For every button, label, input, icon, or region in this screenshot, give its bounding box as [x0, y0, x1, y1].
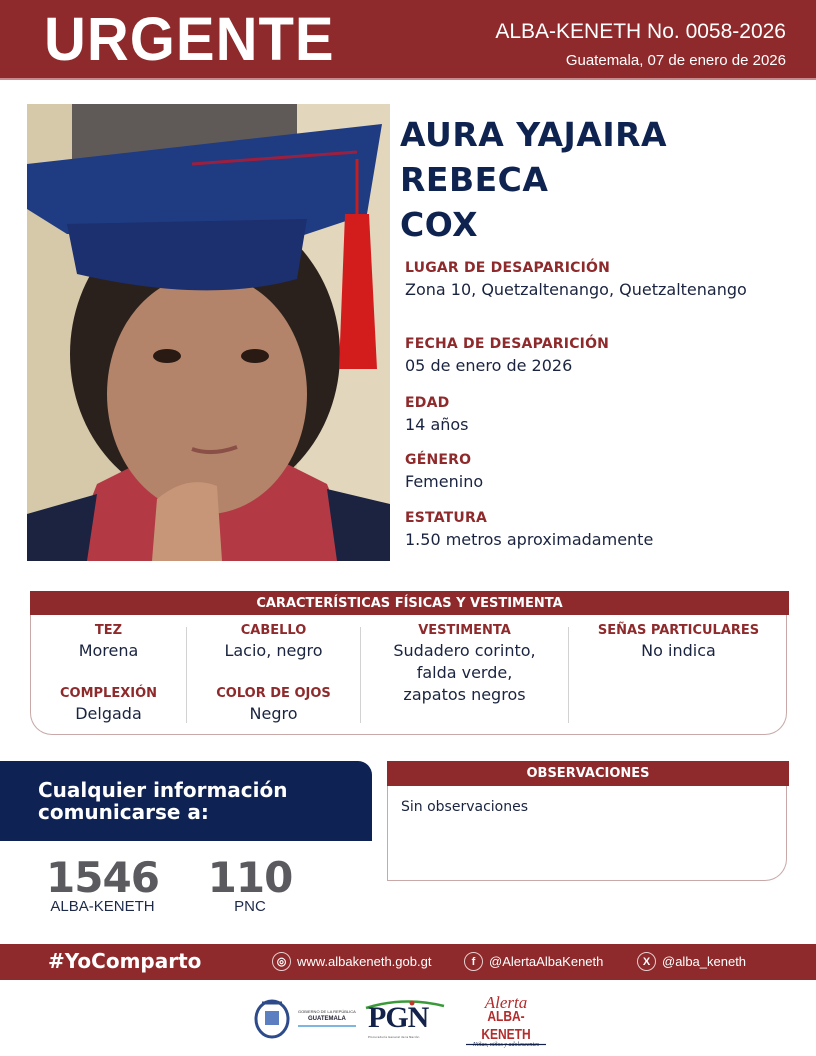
gov-big-text: GUATEMALA [308, 1016, 346, 1022]
vestimenta-label: VESTIMENTA [418, 623, 511, 638]
missing-person-photo [27, 104, 390, 561]
contact-heading-line: comunicarse a: [38, 800, 209, 824]
website-text: www.albakeneth.gob.gt [297, 954, 432, 969]
gov-small-text: GOBIERNO DE LA REPÚBLICA [298, 1009, 356, 1014]
col-vestimenta [361, 623, 568, 706]
web-icon: ◎ [272, 952, 291, 971]
case-number: ALBA-KENETH No. 0058-2026 [495, 20, 786, 43]
x-link[interactable] [637, 952, 746, 971]
field-gender [405, 452, 805, 491]
cabello-label: CABELLO [240, 623, 307, 638]
field-value: 14 años [405, 415, 469, 434]
name-line-1: AURA YAJAIRA [400, 115, 668, 154]
website-link[interactable] [272, 952, 431, 971]
field-value: Zona 10, Quetzaltenango, Quetzaltenango [405, 280, 747, 299]
vestimenta-line: falda verde, [416, 663, 513, 682]
pgn-text: PGN [368, 1001, 429, 1034]
senas-label: SEÑAS PARTICULARES [597, 623, 760, 638]
divider [298, 1025, 356, 1027]
logos-row [0, 993, 816, 1048]
contact-heading-line: Cualquier información [38, 778, 288, 802]
field-value: 05 de enero de 2026 [405, 356, 573, 375]
field-label: GÉNERO [405, 452, 472, 468]
portrait-image [27, 104, 390, 561]
tez-label: TEZ [94, 623, 123, 638]
field-label: EDAD [405, 395, 450, 411]
phone-alba-keneth[interactable] [40, 853, 165, 915]
senas-value: No indica [641, 641, 716, 660]
ojos-label: COLOR DE OJOS [216, 686, 331, 701]
observations-text: Sin observaciones [401, 799, 529, 815]
field-value: Femenino [405, 472, 484, 491]
alba-keneth-logo [466, 993, 546, 1048]
phone-number: 1546 [46, 853, 159, 902]
name-line-3: COX [400, 205, 479, 244]
name-line-2: REBECA [400, 160, 549, 199]
urgent-title: URGENTE [44, 5, 335, 74]
complexion-value: Delgada [75, 704, 142, 723]
alba-text: ALBA-KENETH [466, 1008, 546, 1045]
header-bar [0, 0, 816, 80]
alerta-text: Alerta [484, 993, 528, 1012]
observations-panel [387, 761, 787, 881]
tez-value: Morena [78, 641, 139, 660]
col-cabello [187, 623, 360, 662]
coat-of-arms-icon [252, 997, 292, 1039]
ojos-value: Negro [249, 704, 298, 723]
contact-banner [0, 761, 372, 841]
complexion-label: COMPLEXIÓN [59, 686, 157, 701]
phone-number: 110 [207, 853, 293, 902]
field-age [405, 395, 805, 434]
cabello-value: Lacio, negro [224, 641, 323, 660]
pgn-subtitle: Procuraduría General de la Nación [368, 1035, 420, 1039]
contact-heading [38, 779, 288, 823]
person-name [400, 112, 667, 247]
col-tez [31, 623, 186, 662]
col-complexion [31, 686, 186, 725]
phone-pnc[interactable] [205, 853, 295, 915]
col-ojos [187, 686, 360, 725]
field-label: LUGAR DE DESAPARICIÓN [405, 260, 611, 276]
pgn-logo [364, 995, 446, 1041]
case-date: Guatemala, 07 de enero de 2026 [565, 52, 786, 69]
facebook-icon: f [464, 952, 483, 971]
facebook-link[interactable] [464, 952, 603, 971]
x-icon: X [637, 952, 656, 971]
guatemala-gov-logo [252, 997, 362, 1039]
col-senas [569, 623, 788, 662]
vestimenta-line: zapatos negros [403, 685, 526, 704]
field-value: 1.50 metros aproximadamente [405, 530, 654, 549]
facebook-text: @AlertaAlbaKeneth [489, 954, 604, 969]
phone-org: PNC [234, 898, 266, 915]
x-text: @alba_keneth [662, 954, 747, 969]
field-label: FECHA DE DESAPARICIÓN [405, 336, 610, 352]
footer-bar [0, 944, 816, 980]
hashtag: #YoComparto [48, 949, 202, 973]
vestimenta-line: Sudadero corinto, [393, 641, 536, 660]
field-location [405, 260, 805, 299]
observations-title: OBSERVACIONES [387, 761, 789, 786]
field-date [405, 336, 805, 375]
characteristics-title: CARACTERÍSTICAS FÍSICAS Y VESTIMENTA [30, 591, 789, 615]
field-height [405, 510, 805, 549]
alba-subtitle: Niñas, niños y adolescentes [472, 1042, 540, 1048]
field-label: ESTATURA [405, 510, 487, 526]
phone-org: ALBA-KENETH [50, 898, 155, 915]
characteristics-panel [30, 591, 787, 735]
